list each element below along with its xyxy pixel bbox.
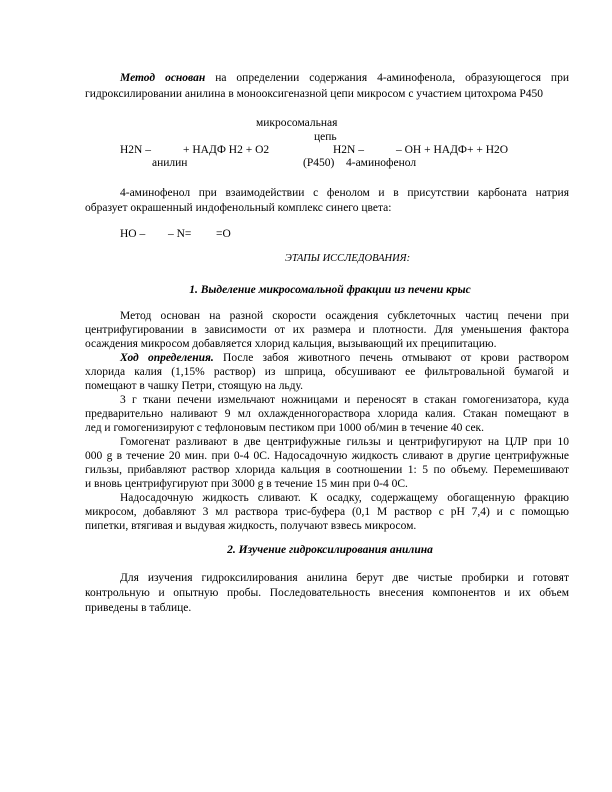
- s1p4-line-2: 000 g в течение 20 мин. при 0-4 0С. Надосадочную жидкость сливают в другие центрифужные: [85, 450, 569, 462]
- reaction-left-reagent: H2N –: [120, 144, 151, 156]
- intro-line-1: [120, 72, 569, 84]
- section1-title: 1. Выделение микросомальной фракции из печени крыс: [189, 284, 471, 296]
- para2-line-2: образует окрашенный индофенольный комплекс синего цвета:: [85, 202, 392, 214]
- s1p1-line-3: осаждения микросом добавляется хлорид кальция, вызывающий их преципитацию.: [85, 338, 497, 350]
- reaction-right-reagent: H2N –: [333, 144, 364, 156]
- s1p1-line-2: центрифугировании в зависимости от их размера и плотности. Для уменьшения фактора: [85, 324, 569, 336]
- stages-heading: ЭТАПЫ ИССЛЕДОВАНИЯ:: [285, 253, 411, 264]
- s2p1-line-1: Для изучения гидроксилирования анилина берут две чистые пробирки и готовят: [120, 572, 569, 584]
- reaction-right-rest: – ОН + НАДФ+ + Н2О: [396, 144, 509, 156]
- formula-ho: НО –: [120, 228, 146, 240]
- para2-line-1: 4-аминофенол при взаимодействии с фенолом и в присутствии карбоната натрия: [120, 187, 569, 199]
- s1p5-line-2: микросом, добавляют 3 мл раствора трис-буфера (0,1 М раствор с рН 7,4) и с помощью: [85, 506, 569, 518]
- reaction-left-rest: + НАДФ Н2 + О2: [183, 144, 270, 156]
- s1p5-line-1: Надосадочную жидкость сливают. К осадку, содержащему обогащенную фракцию: [120, 492, 569, 504]
- reaction-p450: (Р450): [303, 157, 335, 169]
- s1p3-line-1: 3 г ткани печени измельчают ножницами и переносят в стакан гомогенизатора, куда: [120, 394, 569, 406]
- s1p2-line-3: помещают в чашку Петри, стоящую на льду.: [85, 380, 304, 392]
- intro-lead: Метод основан: [120, 72, 206, 84]
- formula-o: =O: [216, 228, 231, 240]
- s1p2-line-2: хлорида калия (1,15% раствор) из шприца, обсушивают ее фильтровальной бумагой и: [85, 366, 569, 378]
- s2p1-line-3: приведены в таблице.: [85, 602, 192, 614]
- s1p2-line-1: [120, 352, 569, 364]
- reaction-aniline: анилин: [152, 157, 188, 169]
- intro-line-2: гидроксилировании анилина в монооксигеназной цепи микросом с участием цитохрома Р450: [85, 88, 543, 100]
- reaction-label-2: цепь: [314, 131, 337, 143]
- formula-n: – N=: [168, 228, 192, 240]
- intro-line-1-rest: на определении содержания 4-аминофенола, образующегося при: [205, 72, 569, 84]
- s1p3-line-2: предварительно наливают 9 мл охлажденногораствора хлорида калия. Стакан помещают в: [85, 408, 569, 420]
- s1p3-line-3: лед и гомогенизируют с тефлоновым пестиком при 1000 об/мин в течение 40 сек.: [85, 422, 485, 434]
- s1p4-line-3: гильзы, прибавляют раствор хлорида кальция в соотношении 1: 5 по объему. Перемешивают: [85, 464, 569, 476]
- reaction-aminophenol: 4-аминофенол: [346, 157, 417, 169]
- s1p5-line-3: пипетки, втягивая и выдувая жидкость, получают взвесь микросом.: [85, 520, 417, 532]
- reaction-label-1: микросомальная: [256, 117, 338, 129]
- s2p1-line-2: контрольную и опытную пробы. Последовательность внесения компонентов и их объем: [85, 587, 569, 599]
- s1p4-line-4: и вновь центрифугируют при 3000 g в течение 15 мин при 0-4 0С.: [85, 478, 408, 490]
- s1p2-line-1-rest: После забоя животного печень отмывают от крови раствором: [213, 352, 569, 364]
- s1p1-line-1: Метод основан на разной скорости осаждения субклеточных частиц печени при: [120, 310, 569, 322]
- s1p2-lead: Ход определения.: [120, 352, 214, 364]
- s1p4-line-1: Гомогенат разливают в две центрифужные гильзы и центрифугируют на ЦЛР при 10: [120, 436, 569, 448]
- section2-title: 2. Изучение гидроксилирования анилина: [227, 544, 433, 556]
